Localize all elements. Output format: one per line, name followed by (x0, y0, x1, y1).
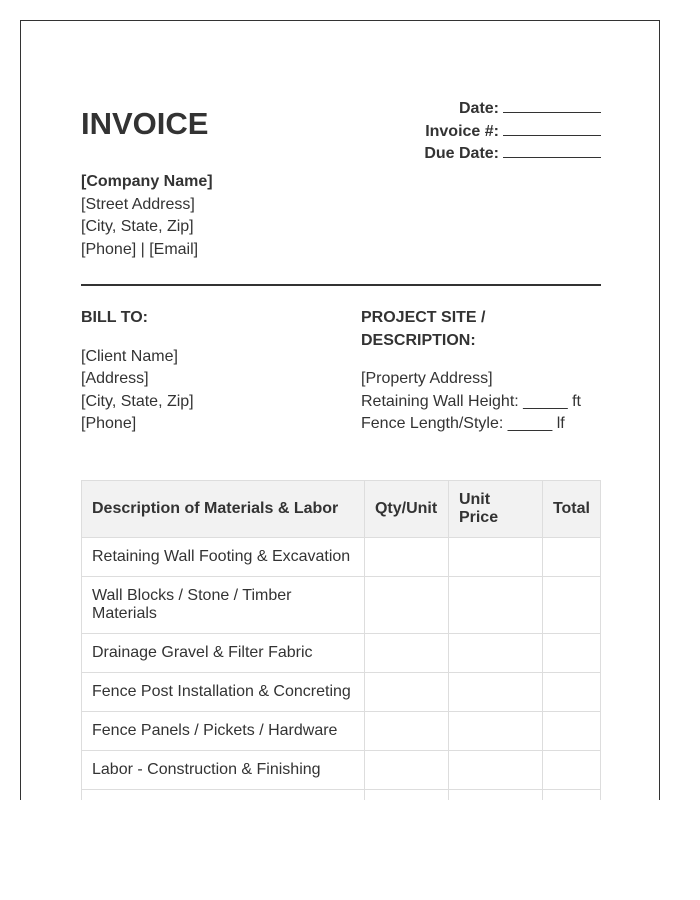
row-qty[interactable] (364, 673, 448, 712)
row-description: Wall Blocks / Stone / Timber Materials (82, 577, 365, 634)
table-row (82, 577, 601, 634)
row-unit-price[interactable] (448, 790, 542, 801)
row-description: Labor - Construction & Finishing (82, 751, 365, 790)
company-name: [Company Name] (81, 173, 213, 190)
row-total[interactable] (542, 790, 600, 801)
property-address: [Property Address] (361, 370, 493, 387)
table-row (82, 634, 601, 673)
row-unit-price[interactable] (448, 673, 542, 712)
row-unit-price[interactable] (448, 538, 542, 577)
row-qty[interactable] (364, 538, 448, 577)
bill-to-section (81, 307, 341, 436)
client-name: [Client Name] (81, 347, 178, 365)
table-row (82, 790, 601, 801)
row-description: Drainage Gravel & Filter Fabric (82, 634, 365, 673)
date-row (341, 98, 601, 121)
row-unit-price[interactable] (448, 712, 542, 751)
table-row (82, 673, 601, 712)
table-header-row (82, 481, 601, 538)
row-qty[interactable] (364, 790, 448, 801)
row-total[interactable] (542, 634, 600, 673)
wall-height: Retaining Wall Height: _____ ft (361, 392, 581, 410)
header-qty: Qty/Unit (364, 481, 448, 538)
company-contact: [Phone] | [Email] (81, 240, 199, 258)
due-date-label: Due Date: (424, 145, 499, 162)
row-qty[interactable] (364, 712, 448, 751)
header-description: Description of Materials & Labor (82, 481, 365, 538)
row-description: Retaining Wall Footing & Excavation (82, 538, 365, 577)
company-info (81, 171, 213, 261)
row-qty[interactable] (364, 577, 448, 634)
invoice-number-label: Invoice #: (425, 122, 499, 140)
invoice-number-row (341, 121, 601, 144)
row-total[interactable] (542, 712, 600, 751)
row-qty[interactable] (364, 634, 448, 673)
line-items-table (81, 480, 601, 800)
header-total: Total (542, 481, 600, 538)
header-divider (81, 284, 601, 286)
date-label: Date: (458, 100, 499, 117)
row-total[interactable] (542, 673, 600, 712)
row-total[interactable] (542, 538, 600, 577)
row-description: Fence Post Installation & Concreting (82, 673, 365, 712)
row-total[interactable] (542, 751, 600, 790)
due-date-row (341, 143, 601, 166)
row-unit-price[interactable] (448, 634, 542, 673)
table-row (82, 538, 601, 577)
client-address: [Address] (81, 370, 149, 387)
row-unit-price[interactable] (448, 751, 542, 790)
project-section (361, 307, 601, 436)
invoice-title: INVOICE (81, 106, 209, 141)
table-row (82, 751, 601, 790)
table-row (82, 712, 601, 751)
client-phone: [Phone] (81, 415, 137, 432)
invoice-meta (341, 98, 601, 166)
company-street: [Street Address] (81, 195, 195, 213)
project-heading-line1: PROJECT SITE / (361, 309, 486, 326)
invoice-page (20, 20, 660, 800)
project-heading-line2: DESCRIPTION: (361, 331, 476, 349)
row-unit-price[interactable] (448, 577, 542, 634)
due-date-field[interactable] (503, 143, 601, 158)
row-description[interactable] (82, 790, 365, 801)
row-total[interactable] (542, 577, 600, 634)
company-city: [City, State, Zip] (81, 218, 194, 235)
project-heading (361, 307, 601, 352)
client-city: [City, State, Zip] (81, 392, 194, 410)
invoice-number-field[interactable] (503, 121, 601, 136)
date-field[interactable] (503, 98, 601, 113)
bill-to-heading: BILL TO: (81, 309, 148, 326)
header-unit-price: Unit Price (448, 481, 542, 538)
fence-length: Fence Length/Style: _____ lf (361, 415, 565, 432)
row-qty[interactable] (364, 751, 448, 790)
row-description: Fence Panels / Pickets / Hardware (82, 712, 365, 751)
